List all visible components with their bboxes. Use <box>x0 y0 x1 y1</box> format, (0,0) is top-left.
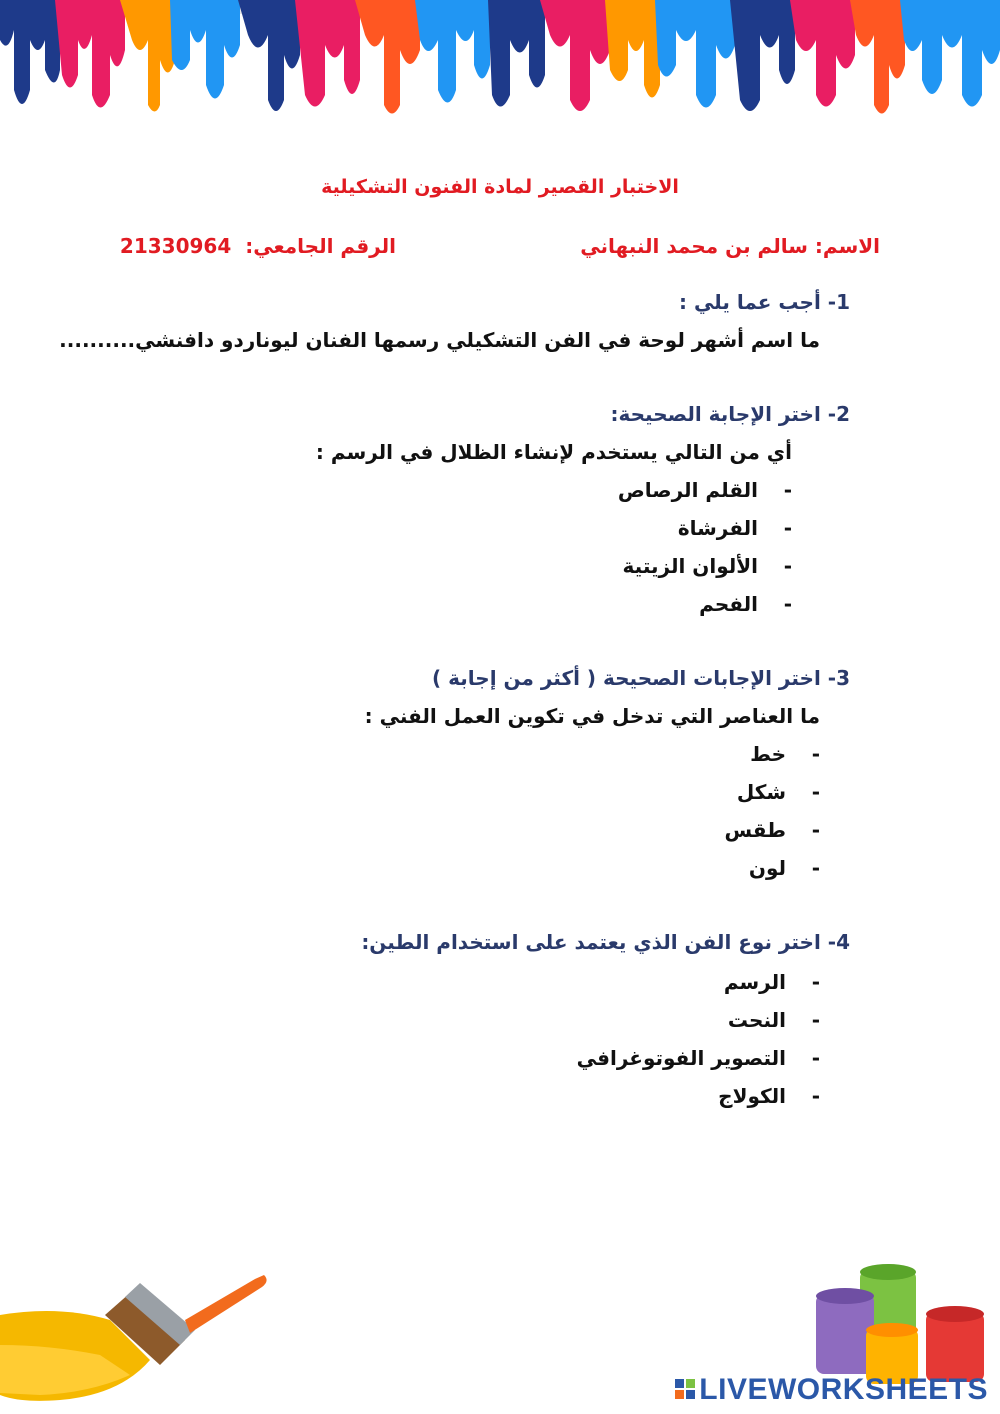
question-4-option-1[interactable] <box>724 970 820 994</box>
question-3-heading: 3- اختر الإجابات الصحيحة ( أكثر من إجابة ) <box>432 666 850 690</box>
paintbrush-icon <box>0 1275 270 1414</box>
option-label: التصوير الفوتوغرافي <box>576 1046 786 1070</box>
option-marker: - <box>783 478 792 502</box>
student-id-value: 21330964 <box>119 234 232 258</box>
option-marker: - <box>783 554 792 578</box>
question-4-option-2[interactable] <box>728 1008 820 1032</box>
option-label: الفرشاة <box>677 516 758 540</box>
question-2-heading: 2- اختر الإجابة الصحيحة: <box>610 402 850 426</box>
option-marker: - <box>811 970 820 994</box>
option-marker: - <box>811 742 820 766</box>
option-label: الفحم <box>699 592 758 616</box>
option-marker: - <box>811 780 820 804</box>
question-3-option-1[interactable] <box>750 742 820 766</box>
question-2-option-2[interactable] <box>678 516 792 540</box>
student-name: الاسم: سالم بن محمد النبهاني <box>580 234 880 258</box>
option-marker: - <box>811 1084 820 1108</box>
question-2-prompt: أي من التالي يستخدم لإنشاء الظلال في الرسم : <box>315 440 792 464</box>
question-3-prompt: ما العناصر التي تدخل في تكوين العمل الفني : <box>364 704 820 728</box>
option-marker: - <box>811 856 820 880</box>
option-label: الرسم <box>723 970 786 994</box>
student-id-label: الرقم الجامعي: <box>245 234 396 258</box>
option-label: طقس <box>724 818 786 842</box>
option-label: شكل <box>736 780 786 804</box>
option-label: القلم الرصاص <box>617 478 758 502</box>
liveworksheets-watermark <box>675 1373 988 1407</box>
watermark-text: LIVEWORKSHEETS <box>699 1373 988 1406</box>
option-marker: - <box>811 1008 820 1032</box>
question-1-prompt: ما اسم أشهر لوحة في الفن التشكيلي رسمها الفنان ليوناردو دافنشي.......... <box>59 328 820 352</box>
option-marker: - <box>811 818 820 842</box>
question-2-option-4[interactable] <box>699 592 792 616</box>
option-marker: - <box>811 1046 820 1070</box>
option-label: الكولاج <box>718 1084 786 1108</box>
question-2-option-1[interactable] <box>618 478 792 502</box>
question-3-option-3[interactable] <box>724 818 820 842</box>
question-3-option-4[interactable] <box>749 856 820 880</box>
question-1-heading: 1- أجب عما يلي : <box>678 290 850 314</box>
question-3-option-2[interactable] <box>737 780 820 804</box>
option-label: خط <box>750 742 786 766</box>
option-label: لون <box>748 856 786 880</box>
option-marker: - <box>783 592 792 616</box>
question-2-option-3[interactable] <box>623 554 792 578</box>
paint-jars-icon <box>808 1262 993 1387</box>
option-marker: - <box>783 516 792 540</box>
option-label: النحت <box>727 1008 786 1032</box>
liveworksheets-logo-icon <box>675 1373 695 1407</box>
question-4-option-4[interactable] <box>718 1084 820 1108</box>
page-title: الاختبار القصير لمادة الفنون التشكيلية <box>321 176 679 198</box>
option-label: الألوان الزيتية <box>622 554 758 578</box>
student-id <box>120 234 396 258</box>
question-4-heading: 4- اختر نوع الفن الذي يعتمد على استخدام الطين: <box>361 930 850 954</box>
question-4-option-3[interactable] <box>577 1046 820 1070</box>
